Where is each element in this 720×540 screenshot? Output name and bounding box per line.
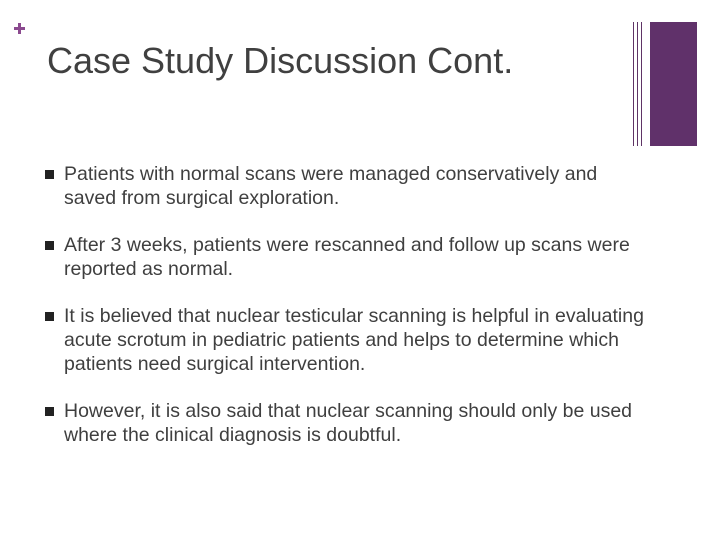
bullet-text: After 3 weeks, patients were rescanned and follow up scans were reported as normal. [64,234,630,280]
accent-line [633,22,634,146]
bullet-text: Patients with normal scans were managed conservatively and saved from surgical exploration. [64,163,598,209]
plus-icon [14,22,34,42]
bullet-item [45,304,645,376]
accent-line [641,22,642,146]
square-bullet-icon [45,407,54,416]
accent-lines [633,22,647,146]
slide-title: Case Study Discussion Cont. [47,40,514,81]
bullet-item [45,162,645,210]
accent-block [650,22,697,146]
bullet-item [45,399,645,447]
bullet-text: However, it is also said that nuclear scanning should only be used where the clinical diagnosis is doubtful. [64,400,633,446]
square-bullet-icon [45,241,54,250]
accent-line [637,22,638,146]
square-bullet-icon [45,170,54,179]
bullet-list [45,162,645,470]
bullet-item [45,233,645,281]
square-bullet-icon [45,312,54,321]
bullet-text: It is believed that nuclear testicular scanning is helpful in evaluating acute scrotum in pediatric patients and helps to determine which patients need surgical intervention. [64,305,644,375]
